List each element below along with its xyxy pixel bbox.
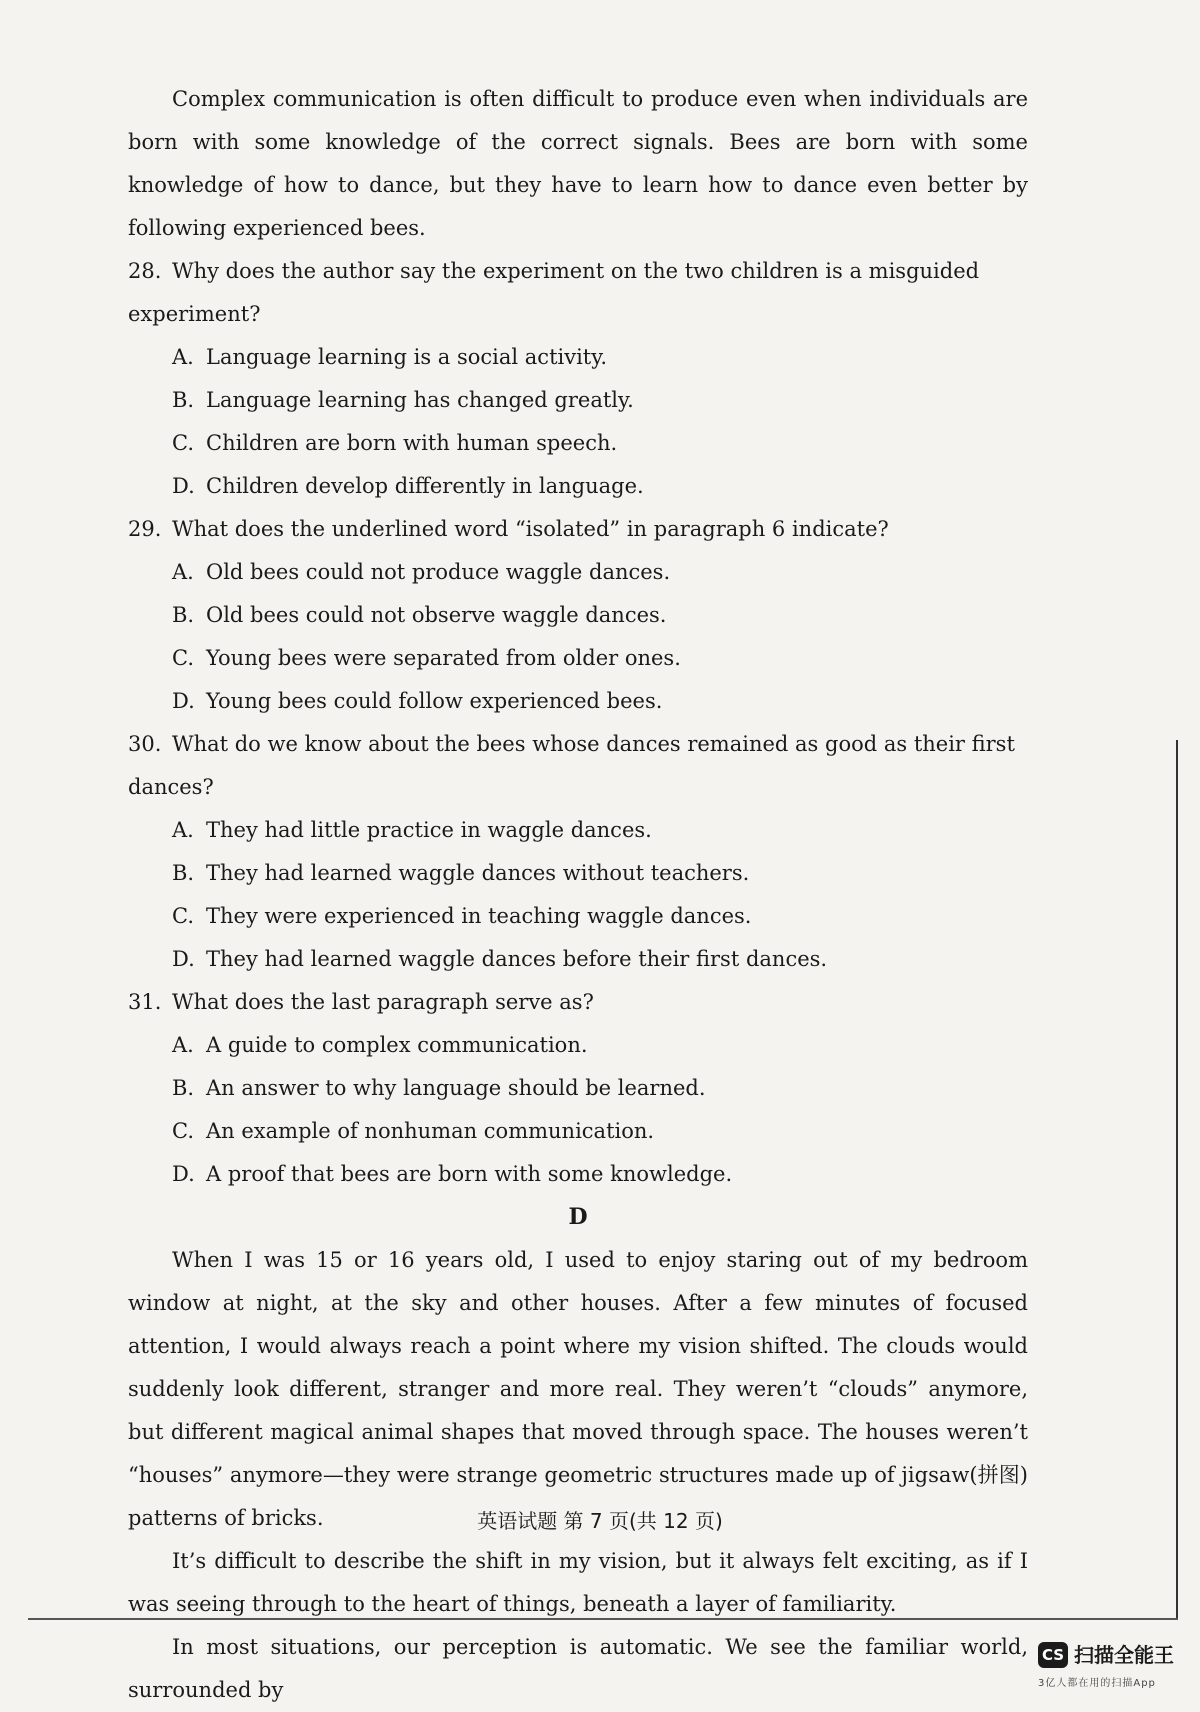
question-text: Why does the author say the experiment on the two children is a misguided experiment? [128, 259, 980, 326]
option-letter: D. [172, 689, 195, 713]
option-letter: C. [172, 431, 194, 455]
option-letter: A. [172, 1033, 194, 1057]
option-text: They had little practice in waggle dances. [206, 818, 652, 842]
question-text: What do we know about the bees whose dances remained as good as their first dances? [128, 732, 1015, 799]
question-28 [128, 250, 1028, 508]
option-text: Children develop differently in language. [206, 474, 644, 498]
question-29 [128, 508, 1028, 723]
question-number: 30. [128, 732, 162, 756]
option-text: Young bees could follow experienced bees. [206, 689, 663, 713]
passage-paragraph: In most situations, our perception is automatic. We see the familiar world, surrounded by [128, 1635, 1028, 1702]
option-text: A proof that bees are born with some knowledge. [206, 1162, 733, 1186]
scanner-watermark [1038, 1640, 1188, 1692]
passage-paragraph: It’s difficult to describe the shift in my vision, but it always felt exciting, as if I was seeing through to the heart of things, beneath a layer of familiarity. [128, 1549, 1028, 1616]
option-text: An answer to why language should be learned. [206, 1076, 706, 1100]
intro-paragraph: Complex communication is often difficult to produce even when individuals are born with some knowledge of the correct signals. Bees are born with some knowledge of how to dance, but they have to learn how to dance even better by following experienced bees. [128, 87, 1028, 240]
question-text: What does the last paragraph serve as? [172, 990, 594, 1014]
question-number: 31. [128, 990, 162, 1014]
scanner-tagline: 3亿人都在用的扫描App [1038, 1678, 1156, 1689]
option-letter: D. [172, 474, 195, 498]
option-letter: B. [172, 861, 195, 885]
option-letter: C. [172, 646, 194, 670]
cs-logo-icon: CS [1038, 1642, 1068, 1668]
option-letter: B. [172, 388, 195, 412]
option-text: An example of nonhuman communication. [206, 1119, 655, 1143]
question-31 [128, 981, 1028, 1196]
option-letter: A. [172, 560, 194, 584]
option-text: Language learning has changed greatly. [206, 388, 634, 412]
option-text: Old bees could not produce waggle dances. [206, 560, 671, 584]
option-letter: B. [172, 603, 195, 627]
page-border-right [1176, 740, 1178, 1620]
option-text: Young bees were separated from older ones. [206, 646, 681, 670]
option-text: Language learning is a social activity. [206, 345, 607, 369]
question-text: What does the underlined word “isolated” in paragraph 6 indicate? [172, 517, 889, 541]
option-letter: C. [172, 1119, 194, 1143]
option-letter: A. [172, 818, 194, 842]
question-30 [128, 723, 1028, 981]
option-letter: A. [172, 345, 194, 369]
option-letter: D. [172, 1162, 195, 1186]
question-number: 28. [128, 259, 162, 283]
option-letter: C. [172, 904, 194, 928]
scanner-app-name: 扫描全能王 [1074, 1643, 1174, 1667]
section-title: D [568, 1204, 588, 1230]
passage-paragraph: When I was 15 or 16 years old, I used to enjoy staring out of my bedroom window at night, at the sky and other houses. After a few minutes of focused attention, I would always reach a point where my vision shifted. The clouds would suddenly look different, stranger and more real. They weren’t “clouds” anymore, but different magical animal shapes that moved through space. The houses weren’t “houses” anymore—they were strange geometric structures made up of jigsaw(拼图) patterns of bricks. [128, 1248, 1028, 1530]
option-text: They had learned waggle dances without teachers. [206, 861, 750, 885]
option-text: Old bees could not observe waggle dances. [206, 603, 667, 627]
option-letter: D. [172, 947, 195, 971]
page-border-bottom [28, 1618, 1178, 1620]
question-number: 29. [128, 517, 162, 541]
option-text: Children are born with human speech. [206, 431, 618, 455]
page-footer: 英语试题 第 7 页(共 12 页) [477, 1509, 723, 1533]
option-text: They were experienced in teaching waggle dances. [206, 904, 752, 928]
page-content [128, 78, 1028, 1712]
option-letter: B. [172, 1076, 195, 1100]
option-text: A guide to complex communication. [206, 1033, 588, 1057]
option-text: They had learned waggle dances before their first dances. [206, 947, 828, 971]
